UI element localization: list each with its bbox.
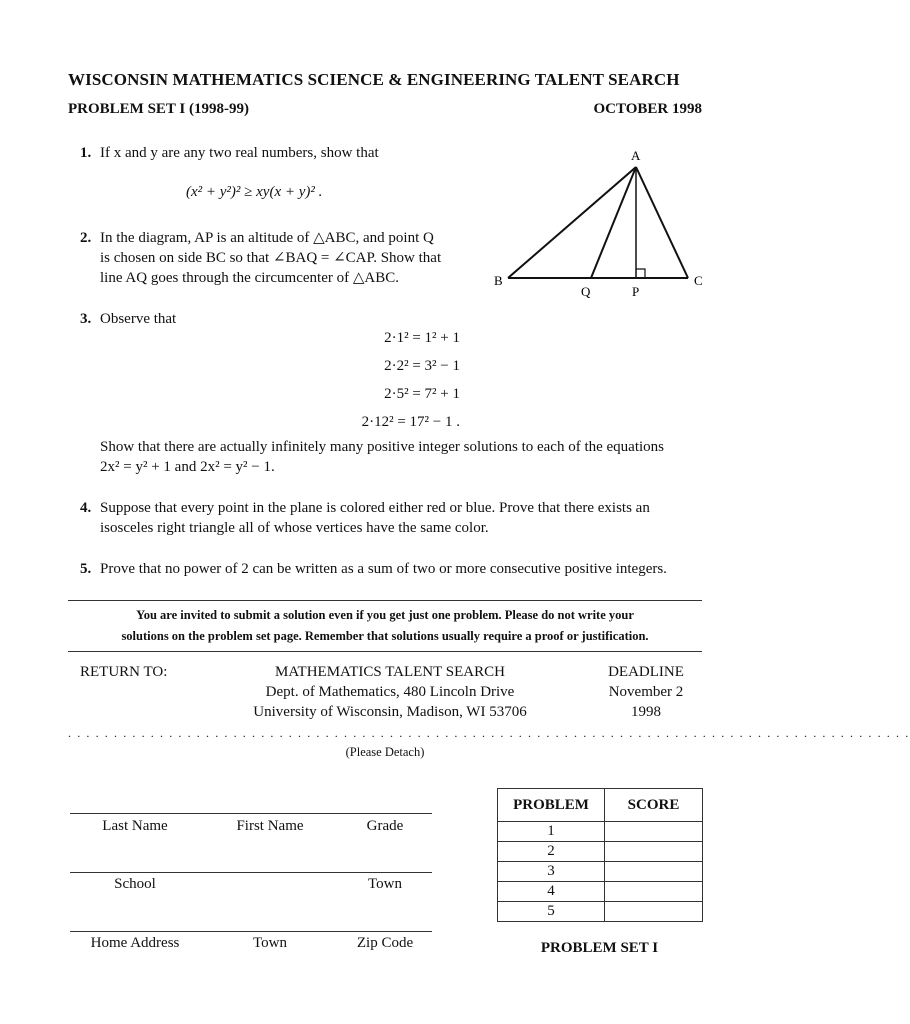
column-header-score: SCORE	[605, 789, 703, 822]
problem-number: 1.	[80, 145, 92, 161]
problem-1-equation: (x² + y²)² ≥ xy(x + y)² .	[186, 184, 323, 200]
equation: 2·12² = 17² − 1 .	[361, 414, 460, 430]
problem-text-line: line AQ goes through the circumcenter of △ABC.	[100, 270, 399, 286]
equation: 2·5² = 7² + 1	[384, 386, 460, 402]
triangle-diagram	[488, 145, 710, 300]
problem-number-cell: 3	[498, 862, 605, 882]
deadline-block	[590, 662, 702, 722]
problem-number-cell: 2	[498, 842, 605, 862]
issue-date: OCTOBER 1998	[593, 101, 702, 117]
score-table	[497, 788, 703, 922]
score-cell	[605, 862, 703, 882]
problem-text-line: Show that there are actually infinitely many positive integer solutions to each of the equations	[100, 439, 665, 455]
table-header-row	[498, 789, 703, 822]
problem-number: 5.	[80, 561, 92, 577]
score-cell	[605, 842, 703, 862]
field-label-zip-code: Zip Code	[356, 935, 414, 951]
problem-text: Observe that	[100, 311, 177, 327]
column-header-problem: PROBLEM	[498, 789, 605, 822]
footer-problem-set-label: PROBLEM SET I	[540, 940, 659, 956]
table-row	[498, 822, 703, 842]
problem-3-continued	[100, 437, 710, 477]
problem-text-line: Suppose that every point in the plane is colored either red or blue. Prove that there exists an	[100, 500, 650, 516]
form-line	[70, 813, 432, 814]
table-row	[498, 882, 703, 902]
please-detach-label: (Please Detach)	[345, 745, 425, 759]
problem-set-label: PROBLEM SET I (1998-99)	[68, 101, 249, 117]
problem-text-line: In the diagram, AP is an altitude of △ABC, and point Q	[100, 230, 434, 246]
field-label-town: Town	[368, 876, 402, 892]
divider	[68, 651, 702, 652]
deadline-year: 1998	[631, 704, 661, 720]
return-to-label: RETURN TO:	[80, 664, 168, 680]
field-label-grade: Grade	[366, 818, 404, 834]
problem-number-cell: 1	[498, 822, 605, 842]
table-row	[498, 902, 703, 922]
problem-4	[80, 498, 710, 538]
detach-dotted-line: . . . . . . . . . . . . . . . . . . . . . . . . . . . . . . . . . . . . . . . . . . . . . . . . . . . . . . . . . . . . . . . . . . . . . . . . . . . . . . . . . . . . . . . . . . . .	[68, 726, 910, 740]
vertex-label-a: A	[631, 148, 641, 163]
table-row	[498, 862, 703, 882]
deadline-date: November 2	[608, 684, 684, 700]
problem-3-equations	[300, 324, 460, 436]
score-cell	[605, 902, 703, 922]
field-label-first-name: First Name	[236, 818, 304, 834]
problem-number: 4.	[80, 500, 92, 516]
notice-line: You are invited to submit a solution even if you get just one problem. Please do not write your	[136, 608, 634, 622]
field-label-town: Town	[253, 935, 287, 951]
problem-3	[80, 309, 176, 329]
problem-number: 2.	[80, 230, 92, 246]
vertex-label-b: B	[494, 273, 503, 288]
point-label-q: Q	[581, 284, 591, 299]
form-line	[70, 872, 432, 873]
score-cell	[605, 822, 703, 842]
point-label-p: P	[632, 284, 640, 299]
side-ac	[636, 167, 688, 278]
address-line: MATHEMATICS TALENT SEARCH	[275, 664, 505, 680]
field-label-home-address: Home Address	[90, 935, 180, 951]
problem-number-cell: 5	[498, 902, 605, 922]
submission-notice	[68, 605, 702, 647]
notice-line: solutions on the problem set page. Remember that solutions usually require a proof or justification.	[121, 629, 649, 643]
problem-2	[80, 228, 441, 288]
right-angle-mark	[636, 269, 645, 278]
problem-text: Prove that no power of 2 can be written as a sum of two or more consecutive positive integers.	[100, 561, 667, 577]
field-label-school: School	[114, 876, 156, 892]
side-ab	[508, 167, 636, 278]
problem-text-line: 2x² = y² + 1 and 2x² = y² − 1.	[100, 459, 275, 475]
return-address	[230, 662, 550, 722]
document-title: WISCONSIN MATHEMATICS SCIENCE & ENGINEERING TALENT SEARCH	[68, 70, 680, 89]
divider	[68, 600, 702, 601]
equation: 2·2² = 3² − 1	[384, 358, 460, 374]
problem-number-cell: 4	[498, 882, 605, 902]
problem-1	[80, 143, 379, 163]
field-label-last-name: Last Name	[102, 818, 168, 834]
problem-text-line: isosceles right triangle all of whose vertices have the same color.	[100, 520, 489, 536]
score-cell	[605, 882, 703, 902]
address-line: Dept. of Mathematics, 480 Lincoln Drive	[265, 684, 515, 700]
vertex-label-c: C	[694, 273, 703, 288]
segment-aq	[591, 167, 636, 278]
deadline-label: DEADLINE	[608, 664, 684, 680]
problem-text-line: is chosen on side BC so that ∠BAQ = ∠CAP. Show that	[100, 250, 442, 266]
table-row	[498, 842, 703, 862]
address-line: University of Wisconsin, Madison, WI 53706	[253, 704, 527, 720]
equation: 2·1² = 1² + 1	[384, 330, 460, 346]
problem-5	[80, 559, 710, 579]
form-line	[70, 931, 432, 932]
problem-number: 3.	[80, 311, 92, 327]
problem-text: If x and y are any two real numbers, show that	[100, 145, 379, 161]
